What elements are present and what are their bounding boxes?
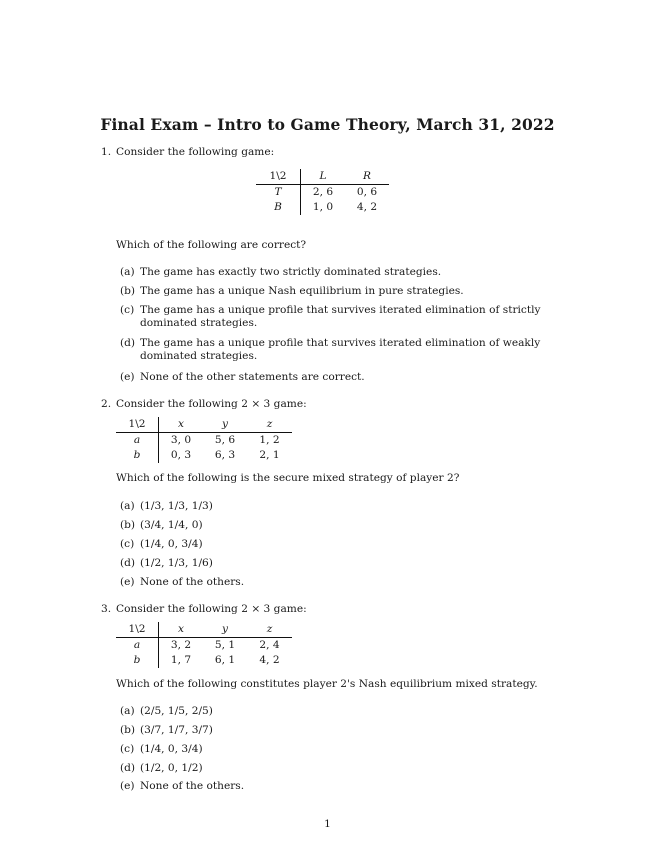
option-label: (c) [120,538,135,550]
q2-number: 2. [101,398,112,410]
payoff-cell: 4, 2 [356,201,378,213]
payoff-cell: 5, 6 [214,434,236,446]
col-header: y [203,622,247,638]
payoff-cell: 2, 4 [259,639,280,651]
q3-prompt: Consider the following 2 × 3 game: [116,603,307,615]
option-label: (c) [120,743,135,755]
col-header: y [203,417,247,433]
corner-label: 1\2 [269,170,287,182]
option-label: (b) [120,724,136,736]
q2-payoff-table [116,417,292,463]
option-label: (a) [120,705,135,717]
option-text: The game has a unique profile that survives iterated elimination of strictly dominated strategies. [140,304,541,329]
table-corner [256,169,301,185]
payoff-cell: 3, 0 [170,434,192,446]
option-label: (b) [120,285,136,297]
table-header-row [256,169,389,185]
option-label: (c) [120,304,135,316]
payoff-cell: 1, 7 [170,654,192,666]
option-label: (d) [120,762,136,774]
row-header: B [256,200,301,215]
col-header: x [159,417,204,433]
option-text: (2/5, 1/5, 2/5) [140,705,213,717]
payoff-cell: 1, 2 [259,434,280,446]
payoff-cell: 6, 3 [214,449,236,461]
table-row [256,185,389,201]
option-label: (b) [120,519,136,531]
q1-number: 1. [101,146,112,158]
row-header: b [116,448,159,463]
table-corner: 1\2 [116,622,159,638]
table-row [116,653,292,668]
option-text: (1/4, 0, 3/4) [140,743,203,755]
table-row [116,638,292,654]
table-header-row [116,417,292,433]
option-text: None of the other statements are correct. [140,371,365,383]
payoff-cell: 5, 1 [214,639,236,651]
option-text: (1/3, 1/3, 1/3) [140,500,213,512]
col-header: z [247,622,292,638]
payoff-cell: 6, 1 [214,654,236,666]
option-text: (3/4, 1/4, 0) [140,519,203,531]
col-header: L [301,169,346,185]
option-label: (d) [120,337,136,349]
option-text: None of the others. [140,576,245,588]
option-text: None of the others. [140,780,245,792]
option-label: (e) [120,576,135,588]
q3-payoff-table [116,622,292,668]
col-header: z [247,417,292,433]
table-header-row [116,622,292,638]
table-row [256,200,389,215]
option-label: (e) [120,780,135,792]
payoff-cell: 3, 2 [170,639,192,651]
q1-prompt: Consider the following game: [116,146,275,158]
q3-question: Which of the following constitutes player 2's Nash equilibrium mixed strategy. [116,678,538,690]
payoff-cell: 0, 6 [356,186,378,198]
payoff-cell: 2, 6 [312,186,334,198]
option-text: The game has a unique profile that survives iterated elimination of weakly dominated strategies. [140,337,541,362]
payoff-cell: 1, 0 [312,201,334,213]
row-header: b [116,653,159,668]
payoff-cell: 4, 2 [259,654,280,666]
col-header: x [159,622,204,638]
row-header: a [116,433,159,449]
option-text: The game has exactly two strictly dominated strategies. [140,266,442,278]
q2-question: Which of the following is the secure mixed strategy of player 2? [116,472,460,484]
col-header: R [345,169,389,185]
table-row [116,448,292,463]
payoff-cell: 0, 3 [170,449,192,461]
option-label: (d) [120,557,136,569]
row-header: T [256,185,301,201]
q3-number: 3. [101,603,112,615]
page-number: 1 [324,818,331,830]
option-text: (1/4, 0, 3/4) [140,538,203,550]
q1-question: Which of the following are correct? [116,239,307,251]
option-text: (1/2, 0, 1/2) [140,762,203,774]
option-text: The game has a unique Nash equilibrium in pure strategies. [140,285,464,297]
q2-prompt: Consider the following 2 × 3 game: [116,398,307,410]
table-row [116,433,292,449]
option-text: (1/2, 1/3, 1/6) [140,557,213,569]
table-corner: 1\2 [116,417,159,433]
option-label: (a) [120,266,135,278]
payoff-cell: 2, 1 [259,449,280,461]
option-text: (3/7, 1/7, 3/7) [140,724,213,736]
exam-title: Final Exam – Intro to Game Theory, March 31, 2022 [100,115,555,134]
option-label: (e) [120,371,135,383]
row-header: a [116,638,159,654]
q1-payoff-table [256,169,389,215]
option-label: (a) [120,500,135,512]
